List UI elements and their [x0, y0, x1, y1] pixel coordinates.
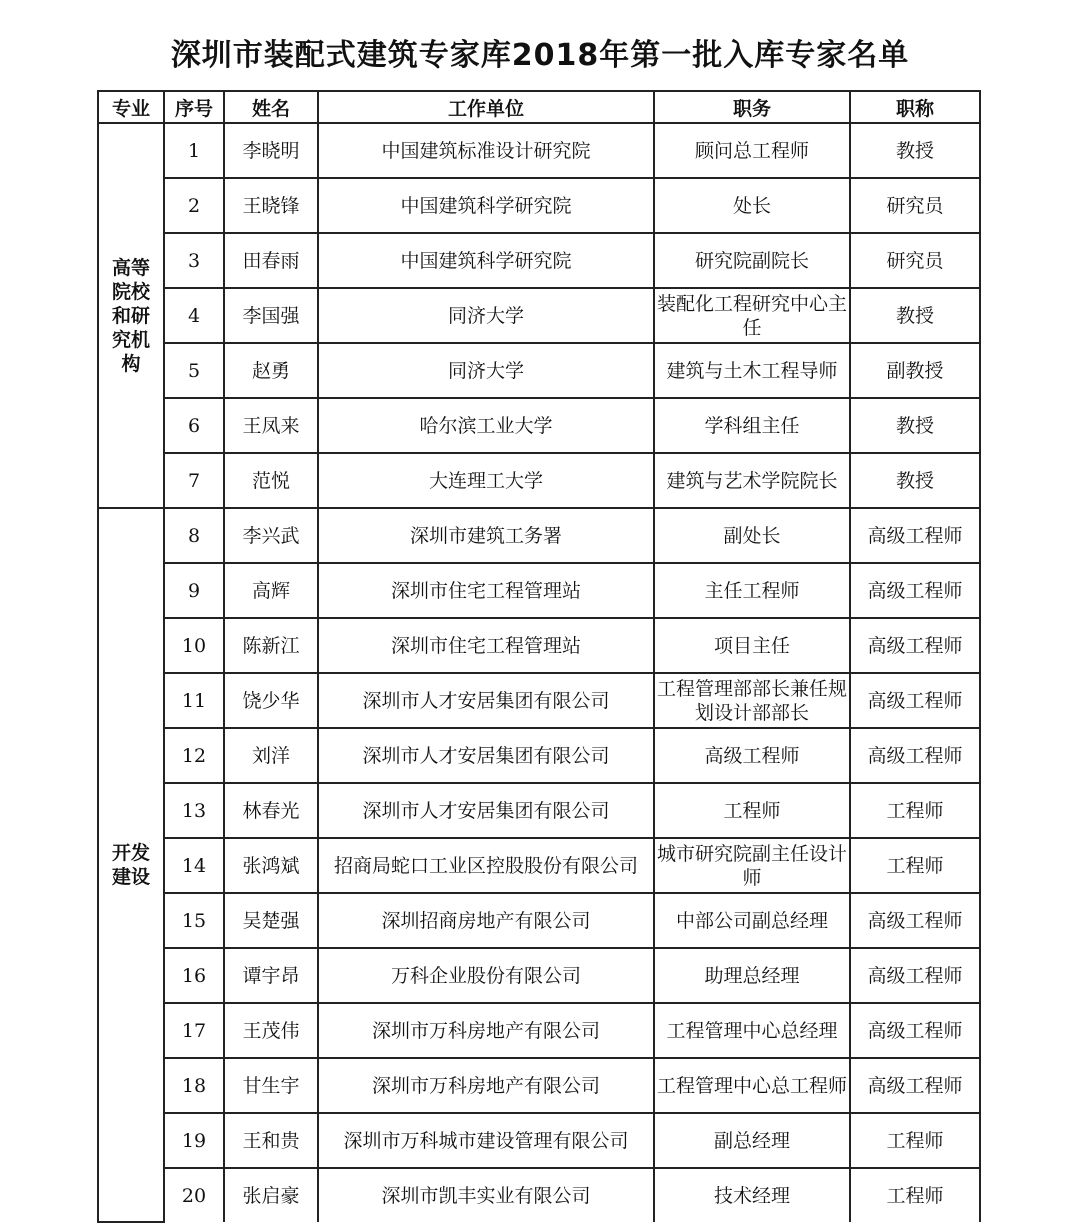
cell-name: 张鸿斌 — [224, 838, 318, 893]
cell-number: 13 — [164, 783, 224, 838]
cell-position: 工程管理中心总经理 — [654, 1003, 850, 1058]
cell-name: 李晓明 — [224, 123, 318, 178]
cell-job-title: 研究员 — [850, 233, 980, 288]
cell-organization: 深圳市住宅工程管理站 — [318, 563, 654, 618]
table-row — [98, 783, 980, 838]
cell-organization: 哈尔滨工业大学 — [318, 398, 654, 453]
cell-position: 技术经理 — [654, 1168, 850, 1222]
cell-position: 城市研究院副主任设计师 — [654, 838, 850, 893]
cell-name: 李兴武 — [224, 508, 318, 563]
cell-number: 8 — [164, 508, 224, 563]
table-row — [98, 343, 980, 398]
table-header-row — [98, 91, 980, 123]
table-row — [98, 618, 980, 673]
cell-job-title: 工程师 — [850, 783, 980, 838]
category-label: 开发建设 — [111, 842, 150, 888]
cell-job-title: 高级工程师 — [850, 893, 980, 948]
cell-job-title: 研究员 — [850, 178, 980, 233]
cell-job-title: 高级工程师 — [850, 508, 980, 563]
cell-position: 工程管理部部长兼任规划设计部部长 — [654, 673, 850, 728]
cell-number: 20 — [164, 1168, 224, 1222]
cell-job-title: 高级工程师 — [850, 728, 980, 783]
cell-name: 林春光 — [224, 783, 318, 838]
cell-job-title: 高级工程师 — [850, 618, 980, 673]
cell-name: 陈新江 — [224, 618, 318, 673]
cell-organization: 深圳市人才安居集团有限公司 — [318, 728, 654, 783]
cell-position: 建筑与艺术学院院长 — [654, 453, 850, 508]
cell-name: 饶少华 — [224, 673, 318, 728]
cell-organization: 深圳市万科房地产有限公司 — [318, 1003, 654, 1058]
cell-job-title: 教授 — [850, 123, 980, 178]
cell-number: 4 — [164, 288, 224, 343]
cell-name: 王茂伟 — [224, 1003, 318, 1058]
document-title: 深圳市装配式建筑专家库2018年第一批入库专家名单 — [170, 38, 910, 73]
table-row — [98, 233, 980, 288]
cell-number: 5 — [164, 343, 224, 398]
category-cell — [98, 508, 164, 1222]
table-row — [98, 948, 980, 1003]
cell-name: 刘洋 — [224, 728, 318, 783]
table-row — [98, 398, 980, 453]
cell-job-title: 教授 — [850, 288, 980, 343]
cell-name: 范悦 — [224, 453, 318, 508]
cell-position: 工程管理中心总工程师 — [654, 1058, 850, 1113]
cell-job-title: 工程师 — [850, 1168, 980, 1222]
table-row — [98, 838, 980, 893]
cell-position: 副总经理 — [654, 1113, 850, 1168]
cell-position: 高级工程师 — [654, 728, 850, 783]
cell-job-title: 高级工程师 — [850, 948, 980, 1003]
table-row — [98, 123, 980, 178]
cell-number: 17 — [164, 1003, 224, 1058]
cell-number: 12 — [164, 728, 224, 783]
header-number: 序号 — [164, 91, 224, 123]
cell-name: 吴楚强 — [224, 893, 318, 948]
cell-organization: 中国建筑科学研究院 — [318, 178, 654, 233]
cell-position: 学科组主任 — [654, 398, 850, 453]
cell-position: 工程师 — [654, 783, 850, 838]
cell-organization: 中国建筑科学研究院 — [318, 233, 654, 288]
cell-position: 顾问总工程师 — [654, 123, 850, 178]
cell-number: 18 — [164, 1058, 224, 1113]
cell-number: 15 — [164, 893, 224, 948]
cell-organization: 万科企业股份有限公司 — [318, 948, 654, 1003]
cell-job-title: 高级工程师 — [850, 563, 980, 618]
cell-number: 1 — [164, 123, 224, 178]
cell-organization: 深圳招商房地产有限公司 — [318, 893, 654, 948]
table-row — [98, 1113, 980, 1168]
cell-position: 中部公司副总经理 — [654, 893, 850, 948]
table-row — [98, 178, 980, 233]
cell-name: 王晓锋 — [224, 178, 318, 233]
table-row — [98, 1058, 980, 1113]
cell-number: 10 — [164, 618, 224, 673]
table-row — [98, 288, 980, 343]
table-row — [98, 1003, 980, 1058]
cell-position: 研究院副院长 — [654, 233, 850, 288]
cell-number: 11 — [164, 673, 224, 728]
table-row — [98, 728, 980, 783]
cell-organization: 深圳市住宅工程管理站 — [318, 618, 654, 673]
cell-job-title: 高级工程师 — [850, 1058, 980, 1113]
cell-organization: 大连理工大学 — [318, 453, 654, 508]
cell-organization: 深圳市万科房地产有限公司 — [318, 1058, 654, 1113]
category-cell — [98, 123, 164, 508]
cell-organization: 深圳市建筑工务署 — [318, 508, 654, 563]
cell-position: 项目主任 — [654, 618, 850, 673]
table-row — [98, 673, 980, 728]
cell-position: 建筑与土木工程导师 — [654, 343, 850, 398]
cell-organization: 同济大学 — [318, 288, 654, 343]
cell-job-title: 教授 — [850, 398, 980, 453]
cell-name: 李国强 — [224, 288, 318, 343]
cell-job-title: 工程师 — [850, 838, 980, 893]
cell-position: 副处长 — [654, 508, 850, 563]
table-row — [98, 563, 980, 618]
cell-number: 2 — [164, 178, 224, 233]
cell-name: 赵勇 — [224, 343, 318, 398]
cell-organization: 中国建筑标准设计研究院 — [318, 123, 654, 178]
cell-name: 甘生宇 — [224, 1058, 318, 1113]
expert-list-table — [97, 90, 981, 1223]
cell-job-title: 教授 — [850, 453, 980, 508]
cell-organization: 深圳市人才安居集团有限公司 — [318, 673, 654, 728]
cell-number: 16 — [164, 948, 224, 1003]
cell-number: 3 — [164, 233, 224, 288]
table-row — [98, 1168, 980, 1222]
cell-name: 王凤来 — [224, 398, 318, 453]
cell-name: 王和贵 — [224, 1113, 318, 1168]
cell-organization: 招商局蛇口工业区控股股份有限公司 — [318, 838, 654, 893]
cell-number: 9 — [164, 563, 224, 618]
cell-organization: 深圳市凯丰实业有限公司 — [318, 1168, 654, 1222]
table-row — [98, 508, 980, 563]
header-organization: 工作单位 — [318, 91, 654, 123]
cell-name: 田春雨 — [224, 233, 318, 288]
cell-position: 装配化工程研究中心主任 — [654, 288, 850, 343]
cell-position: 主任工程师 — [654, 563, 850, 618]
cell-job-title: 高级工程师 — [850, 673, 980, 728]
header-position: 职务 — [654, 91, 850, 123]
cell-organization: 同济大学 — [318, 343, 654, 398]
header-job-title: 职称 — [850, 91, 980, 123]
cell-name: 谭宇昂 — [224, 948, 318, 1003]
cell-job-title: 高级工程师 — [850, 1003, 980, 1058]
cell-number: 7 — [164, 453, 224, 508]
cell-name: 高辉 — [224, 563, 318, 618]
header-name: 姓名 — [224, 91, 318, 123]
category-label: 高等院校和研究机构 — [111, 256, 150, 375]
cell-job-title: 副教授 — [850, 343, 980, 398]
cell-organization: 深圳市人才安居集团有限公司 — [318, 783, 654, 838]
table-row — [98, 453, 980, 508]
cell-position: 处长 — [654, 178, 850, 233]
cell-position: 助理总经理 — [654, 948, 850, 1003]
cell-job-title: 工程师 — [850, 1113, 980, 1168]
table-row — [98, 893, 980, 948]
header-specialty: 专业 — [98, 91, 164, 123]
cell-number: 6 — [164, 398, 224, 453]
cell-number: 19 — [164, 1113, 224, 1168]
cell-name: 张启豪 — [224, 1168, 318, 1222]
cell-organization: 深圳市万科城市建设管理有限公司 — [318, 1113, 654, 1168]
cell-number: 14 — [164, 838, 224, 893]
